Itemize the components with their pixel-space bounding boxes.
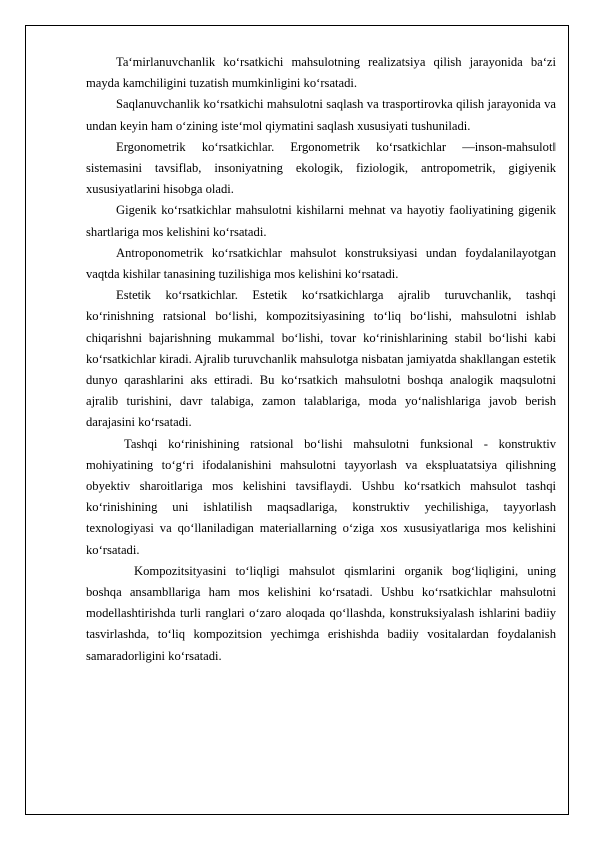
paragraph-storability: Saqlanuvchanlik ko‘rsatkichi mahsulotni saqlash va trasportirovka qilish jarayonida va undan keyin ham o‘zining iste‘mol qiymatini saqlash xususiyati tushuniladi. (86, 97, 556, 133)
paragraph-repairability: Ta‘mirlanuvchanlik ko‘rsatkichi mahsulotning realizatsiya qilish jarayonida ba‘zi mayda kamchiligini tuzatish mumkinligini ko‘rsatadi. (86, 55, 556, 91)
paragraph-ergonomic: Ergonometrik ko‘rsatkichlar. Ergonometrik ko‘rsatkichlar —inson-mahsulot‖ sistemasini tavsiflab, insoniyatning ekologik, fiziologik, antropometrik, gigiyenik xususiyatlarini hisobga oladi. (86, 139, 556, 197)
paragraph-appearance: Tashqi ko‘rinishining ratsional bo‘lishi mahsulotni funksional - konstruktiv mohiyatining to‘g‘ri ifodalanishini mahsulotni tayyorlash va ekspluatatsiya qilishning obyektiv sharoitlariga mos kelishini tavsiflaydi. Ushbu ko‘rsatkich mahsulot tashqi ko‘rinishining uni ishlatilish maqsadlariga, konstruktiv yechilishiga, tayyorlash texnologiyasi va qo‘llaniladigan materiallarning o‘ziga xos xususiyatlariga mos kelishini ko‘rsatadi. (86, 436, 556, 557)
document-body (86, 52, 556, 667)
paragraph-composition: Kompozitsityasini to‘liqligi mahsulot qismlarini organik bog‘liqligini, uning boshqa ansambllariga ham mos kelishini ko‘rsatadi. Ushbu ko‘rsatkichlar mahsulotni modellashtirishda turli ranglari o‘zaro aloqada qo‘llashda, konstruksiyalash ishlarini badiiy tasvirlashda, to‘liq kompozitsion yechimga erishishda badiiy vositalardan foydalanish samaradorligini ko‘rsatadi. (86, 563, 556, 663)
paragraph-hygienic: Gigenik ko‘rsatkichlar mahsulotni kishilarni mehnat va hayotiy faoliyatining gigenik shartlariga mos kelishini ko‘rsatadi. (86, 203, 556, 239)
paragraph-anthropometric: Antroponometrik ko‘rsatkichlar mahsulot konstruksiyasi undan foydalanilayotgan vaqtda kishilar tanasining tuzilishiga mos kelishini ko‘rsatadi. (86, 245, 556, 282)
paragraph-aesthetic: Estetik ko‘rsatkichlar. Estetik ko‘rsatkichlarga ajralib turuvchanlik, tashqi ko‘rinishning ratsional bo‘lishi, kompozitsiyasining to‘liq bo‘lishi, mahsulotni ishlab chiqarishni bajarishning mukammal bo‘lishi, tovar ko‘rinishlarining stabil bo‘lishi kabi ko‘rsatkichlar kiradi. Ajralib turuvchanlik mahsulotga nisbatan jamiyatda shakllangan estetik dunyo qarashlarini aks ettiradi. Bu ko‘rsatkich mahsulotni boshqa analogik maqsulotni ajralib turishini, davr talabiga, zamon talablariga, moda yo‘nalishlariga javob berish darajasini ko‘rsatadi. (86, 288, 556, 430)
